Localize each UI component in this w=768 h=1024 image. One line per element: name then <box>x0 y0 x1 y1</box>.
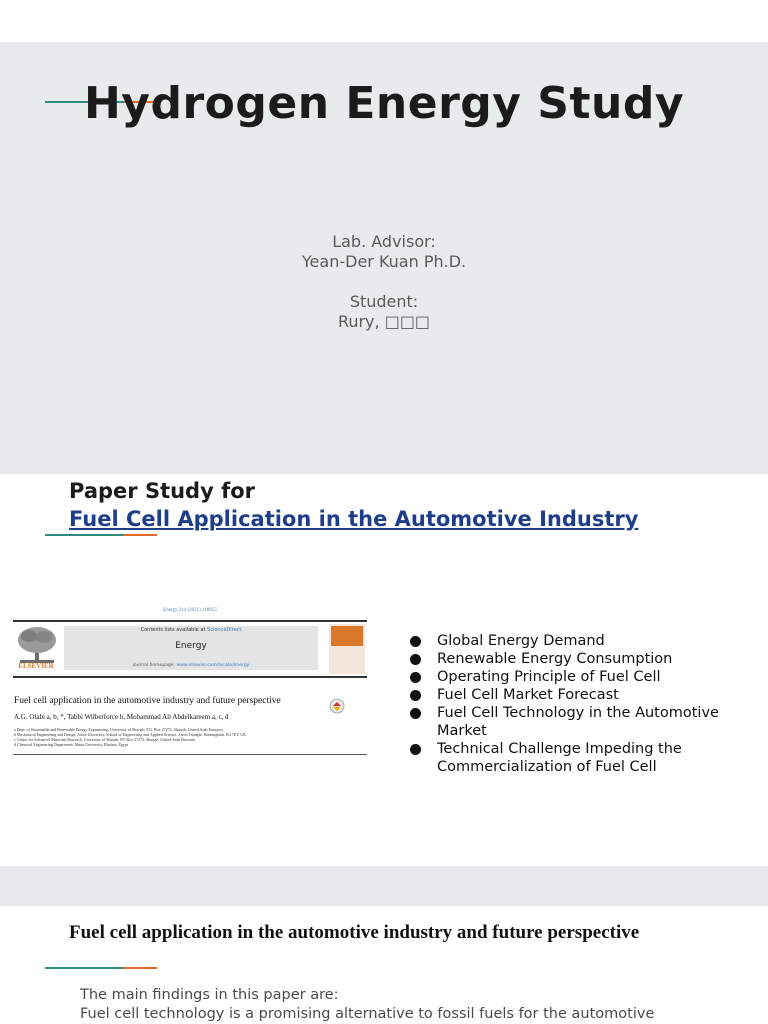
paper-authors: A.G. Olabi a, b, *, Tabbi Wilberforce b, Mohammad Ali Abdelkareem a, c, d <box>14 713 229 721</box>
findings-line: Fuel cell technology is a promising alternative to fossil fuels for the automotive <box>80 1006 655 1022</box>
bullet-icon <box>410 636 421 647</box>
slide-title: Hydrogen Energy Study <box>83 78 685 129</box>
affiliation: c Center for Advanced Materials Research, University of Sharjah, PO Box 27272, Sharjah, United Arab Emirates <box>14 737 196 742</box>
paper-header-image <box>13 606 367 758</box>
sciencedirect-link[interactable]: ScienceDirect <box>207 627 242 633</box>
homepage-prefix: journal homepage: <box>132 663 177 668</box>
bullet-icon <box>410 654 421 665</box>
heading-line-1: Paper Study for <box>69 479 256 503</box>
publisher-name: ELSEVIER <box>18 662 54 670</box>
paper-title: Fuel cell application in the automotive industry and future perspective <box>14 696 281 706</box>
list-item: Renewable Energy Consumption <box>408 650 748 668</box>
contents-line <box>64 627 318 633</box>
divider <box>13 754 367 755</box>
homepage-url[interactable]: www.elsevier.com/locate/energy <box>176 663 250 668</box>
slide3-title: Fuel cell application in the automotive industry and future perspective <box>69 922 640 943</box>
list-item: Fuel Cell Market Forecast <box>408 686 748 704</box>
student-name: Rury, □□□ <box>337 312 431 331</box>
paper-title-link[interactable]: Fuel Cell Application in the Automotive Industry <box>69 507 639 531</box>
bullet-icon <box>410 672 421 683</box>
divider <box>13 620 367 622</box>
affiliation: d Chemical Engineering Department, Minia University, Elminia, Egypt <box>14 742 129 747</box>
paper-study-heading <box>69 477 638 533</box>
advisor-name: Yean-Der Kuan Ph.D. <box>301 252 467 271</box>
paper-affiliations <box>14 727 246 747</box>
affiliation: b Mechanical Engineering and Design, Aston University, School of Engineering and Applied Science, Aston Triangle, Birmingham, B4 7ET, UK <box>14 732 247 737</box>
student-label: Student: <box>349 292 419 311</box>
slide3-body <box>80 986 720 1024</box>
journal-cover <box>329 624 365 674</box>
list-item: Global Energy Demand <box>408 632 748 650</box>
journal-reference: Energy 214 (2021) 118955 <box>163 608 217 613</box>
slide-separator <box>0 866 768 906</box>
check-for-updates-icon[interactable] <box>329 698 345 716</box>
contents-prefix: Contents lists available at <box>140 627 208 633</box>
list-item: Fuel Cell Technology in the Automotive Market <box>408 704 748 740</box>
slide-subtitle <box>0 232 768 332</box>
affiliation: a Dept. of Sustainable and Renewable Energy Engineering, University of Sharjah, P.O. Box 27272, Sharjah, United Arab Emirates <box>14 727 223 732</box>
journal-homepage <box>64 663 318 668</box>
divider <box>13 676 367 678</box>
bullet-icon <box>410 690 421 701</box>
bullet-icon <box>410 708 421 719</box>
list-item: Technical Challenge Impeding the Commercialization of Fuel Cell <box>408 740 748 776</box>
findings-intro: The main findings in this paper are: <box>80 987 339 1003</box>
accent-line <box>45 967 157 969</box>
journal-name: Energy <box>175 641 207 651</box>
advisor-label: Lab. Advisor: <box>332 232 436 251</box>
list-item: Operating Principle of Fuel Cell <box>408 668 748 686</box>
accent-line <box>45 534 157 536</box>
topic-list <box>408 632 748 776</box>
bullet-icon <box>410 744 421 755</box>
